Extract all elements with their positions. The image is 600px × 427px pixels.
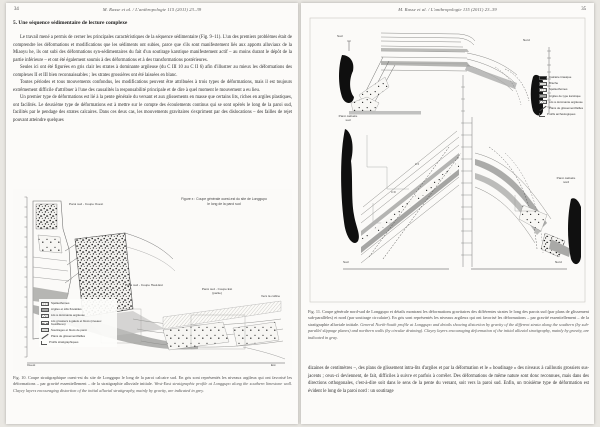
figure-11-legend (537, 73, 587, 119)
legend-item: Argiles et silts fluviatiles (41, 308, 115, 313)
left-page (6, 3, 298, 424)
paragraph: Un premier type de déformations est lié à la pente générale du versant et aux glissements en masse que certains lits, riches en argiles plastiques, ont facilités. Le deuxième type de déformations est à mettre sur le compte des écoulements continus qui se sont opérés le long de la paroi sud, facilités par le pendage des strates calcaires. Dans ces deux cas, les mouvements gravitaires s'expriment par des dislocations – des failles de rejet pouvant atteindre quelques (13, 95, 292, 124)
breccia-swatch-icon (539, 82, 547, 87)
legend-item: Plans de glissement/failles (539, 106, 585, 111)
speleothem-swatch-icon (539, 88, 547, 93)
legend-item: Brèche (539, 82, 585, 87)
legend-item: Spéléothèmes (41, 302, 115, 307)
label-sud-top: Sud (337, 34, 343, 38)
paragraph: Seules ici ont été figurées en gris clair les strates à dominante argileuse (du C III 10 au C II 6) afin d'illustrer au mieux les déformations des complexes II et III bien reconnaissables ; les strates grossières ont été laissées en blanc. (13, 65, 292, 78)
running-head-left: M. Rasse et al. / L'anthropologie 115 (2011) 23–39 (102, 7, 202, 12)
label-paroi-calcaire-nord: Paroi calcaire nord (556, 176, 576, 184)
legend-item: Calcaire triasique (539, 76, 585, 81)
left-body-text (13, 34, 292, 125)
label-nord-top: Nord (523, 38, 530, 42)
paragraph: Le travail mené a permis de cerner les principales caractéristiques de la séquence sédimentaire (Fig. 9–11). L'un des premiers problèmes était de comprendre les déformations et modifications que les sédiments ont subies, parce que s'ils sont manifestement liés aux apports alluviaux de la Miaoyu he, ils ont subi des déformations syn-sédimentaires du fait d'un soutirage karstique manifestement actif – au moins durant le dépôt de la partie inférieure – et ont été également soumis à des déformations et à des transformations postérieures. (13, 35, 292, 63)
right-body-text (308, 365, 589, 395)
label-sud-bottom: Sud (343, 260, 349, 264)
speleothem-swatch-icon (41, 302, 49, 307)
figure-10-caption: Fig. 10. Coupe stratigraphique ouest-est du site de Longgupo le long de la paroi calcaire sud. En gris sont représentés les niveaux argileux qui ont favorisé les déformations – par gravité essentiellement – de la stratigraphie alluviale initiale. West-East stratigraphic profile at Longgupo along the southern limestone wall. Clayey layers encouraging distortion of the initial alluvial stratigraphy, mainly by gravity, are indicated in grey. (13, 375, 293, 393)
section-heading: 5. Une séquence sédimentaire de lecture complexe (13, 20, 128, 26)
label-nord-bottom: Nord (555, 260, 562, 264)
clayey-beds-swatch-icon (41, 314, 49, 319)
profile-swatch-icon (539, 113, 545, 117)
legend-item: Profils archéologiques (539, 113, 585, 117)
figure-11 (309, 17, 586, 305)
collapse-swatch-icon (41, 328, 49, 333)
figure-10-internal-title: Figure x : Coupe générale ouest-est du site de Longgupo le long de la paroi sud (181, 197, 267, 207)
label-stratum-ciii: C III (391, 191, 396, 194)
page-number-left: 34 (14, 7, 19, 12)
label-coupe-est: Paroi sud - Coupe Est (partie) (201, 287, 233, 295)
clayey-beds-swatch-icon (539, 100, 547, 105)
legend-item: Lits grossiers à galets et blocs (niveaux fossilifères) (41, 320, 115, 326)
legend-item: Lits à dominante argileuse (539, 100, 585, 105)
running-head-right: M. Rasse et al. / L'anthropologie 115 (2011) 23–39 (398, 7, 497, 12)
figure-10-legend (39, 299, 117, 347)
paragraph: Toutes périodes et tous mouvements confondus, les modifications peuvent être attribuées à trois types de déformations, mais il est toujours extrêmement difficile d'attribuer à l'une des causalités la responsabilité principale et de dire à quel moment le mouvement a eu lieu. (13, 80, 292, 93)
legend-item: Profils stratigraphiques (41, 341, 115, 345)
karst-clay-swatch-icon (539, 94, 547, 99)
limestone-swatch-icon (539, 76, 547, 81)
right-page (301, 3, 594, 424)
figure-11-caption: Fig. 11. Coupe générale nord-sud de Longgupo et détails montrant les déformations gravitaires des différentes strates le long des parois sud (par plans de glissement sub-parallèles) et nord (par soutirage circulaire). En gris sont représentés les niveaux argileux qui ont favorisé les déformations – par gravité essentiellement – de la stratigraphie alluviale initiale. General North-South profile at Longgupo and details showing distortion by gravity of the different strata along the southern (by sub-parallel slippage planes) and northern walls (by circular draining). Clayey layers encouraging deformation of the initial alluvial stratigraphy, mainly by gravity, are indicated in gray. (308, 309, 589, 340)
gravel-swatch-icon (41, 321, 49, 326)
page-number-right: 35 (581, 7, 586, 12)
north-south-cross-section-drawing (309, 17, 586, 305)
label-stratum-cii: C II (415, 163, 420, 166)
profile-swatch-icon (41, 341, 47, 345)
slip-plane-swatch-icon (41, 334, 49, 339)
legend-item: Plans de glissement/failles (41, 334, 115, 339)
clay-swatch-icon (41, 308, 49, 313)
legend-item: Spéléothèmes (539, 88, 585, 93)
slip-plane-swatch-icon (539, 106, 547, 111)
label-coupe-ouest: Paroi sud - Coupe Ouest (69, 202, 104, 206)
label-ouest: Ouest (27, 363, 36, 367)
label-est: Est (271, 363, 276, 367)
label-vers-colline: Vers la colline (261, 294, 281, 298)
figure-10 (13, 189, 292, 371)
legend-item: Lits à dominante argileuse (41, 314, 115, 319)
legend-item: Soutirages et blocs de paroi (41, 328, 115, 333)
label-coupe-haut-est: Paroi sud - Coupe Haut-Est (125, 283, 163, 287)
legend-item: Argiles de type karstique (539, 94, 585, 99)
paragraph: dizaines de centimètres –, des plans de glissement intra-lits d'argiles et par la déformation et le « boudinage » des niveaux à cailloutis grossiers sus-jacents ; ceux-ci deviennent, de fait, difficiles à suivre et parfois à corréler. Des déformations de même nature sont donc reconnues, mais dans des directions orthogonales, c'est-à-dire soit dans le sens de la pente du versant, soit vers la paroi sud. Enfin, un troisième type de déformation est évident le long de la paroi nord : un soutirage (308, 366, 589, 394)
label-paroi-calcaire-sud: Paroi calcaire sud (338, 114, 358, 122)
